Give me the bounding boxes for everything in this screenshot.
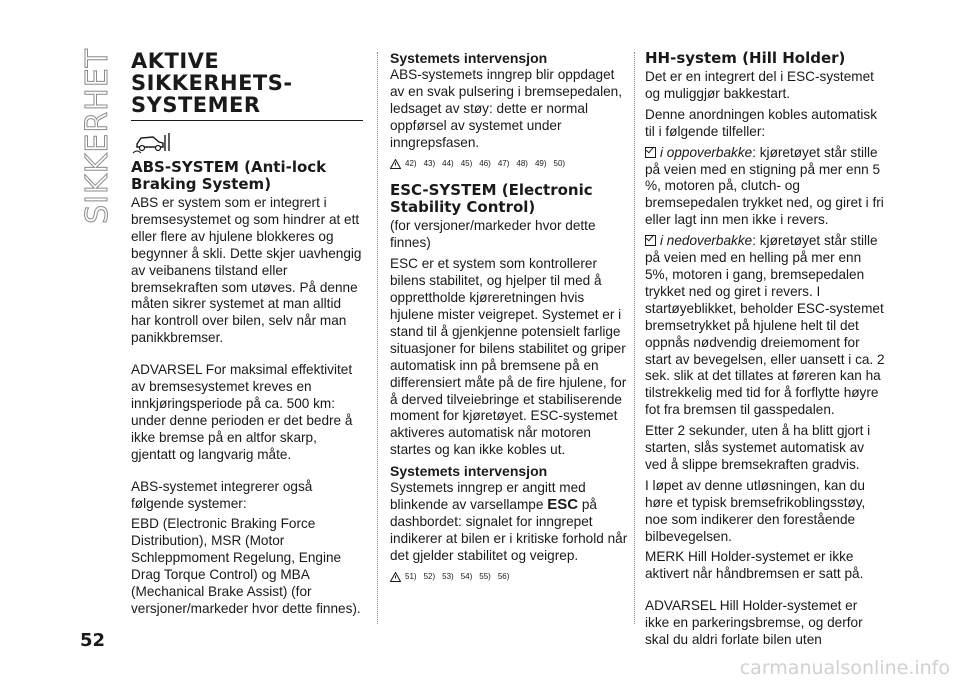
warning-triangle-icon (390, 159, 401, 169)
reference-number: 50) (553, 158, 566, 168)
reference-number: 49) (534, 158, 547, 168)
paragraph: Denne anordningen kobles automatisk til i følgende tilfeller: (645, 106, 878, 139)
reference-number: 54) (460, 571, 473, 581)
esc-heading: ESC-SYSTEM (Electronic Stability Control) (390, 181, 593, 217)
section-side-label: SIKKERHET (80, 48, 115, 224)
abs-paragraph: EBD (Electronic Braking Force Distribution), MSR (Motor Schleppmoment Regelung, Engine Drag Torque Control) og MBA (Mechanical Brake Assist) (for versjoner/markeder hvor dette finnes). (131, 516, 361, 616)
paragraph: I løpet av denne utløsningen, kan du høre et typisk bremsefrikoblingsstøy, noe som indikerer den forestående bilbevegelsen. (645, 477, 866, 544)
paragraph: Det er en integrert del i ESC-systemet og muliggjør bakkestart. (645, 69, 874, 101)
reference-number: 44) (442, 158, 454, 168)
list-item: i oppoverbakke: kjøretøyet står stille på veien med en stigning på mer enn 5 %, motoren på, clutch- og bremsepedalen trykket ned, og giret i fri eller lagt inn men ikke i revers. (645, 144, 884, 228)
car-skid-icon (131, 129, 363, 157)
subheading: Systemets intervensjon (390, 463, 548, 480)
title-rule (131, 120, 363, 121)
hh-heading: HH-system (Hill Holder) (645, 49, 846, 67)
page-title: AKTIVE SIKKERHETS- SYSTEMER (131, 49, 293, 117)
warning-triangle-icon (390, 572, 401, 582)
reference-number: 46) (479, 158, 491, 168)
reference-number: 42) (405, 158, 417, 168)
reference-number: 52) (423, 571, 436, 581)
subheading: Systemets intervensjon (390, 50, 548, 66)
reference-number: 43) (423, 158, 436, 168)
esc-lamp-icon: ESC (547, 496, 579, 514)
reference-list (390, 569, 630, 586)
abs-warning: ADVARSEL For maksimal effektivitet av bremsesystemet kreves en innkjøringsperiode på ca. 500 km: under denne perioden er det bedre å ikke bremse på en altfor skarp, gjentatt og langvarig måte. (131, 362, 353, 462)
abs-heading: ABS-SYSTEM (Anti-lock Braking System) (131, 158, 327, 193)
column-divider (634, 52, 635, 624)
abs-paragraph: ABS-systemet integrerer også følgende systemer: (131, 478, 313, 511)
watermark: carmanualsonline.info (739, 657, 950, 679)
page-number: 52 (80, 630, 106, 651)
paragraph: Etter 2 sekunder, uten å ha blitt gjort i starten, slås systemet automatisk av ved å slippe bremsekraften gradvis. (645, 423, 871, 472)
paragraph: ESC er et system som kontrollerer bilens stabilitet, og hjelper til med å opprettholde kjøreretningen hvis hjulene mister veigrepet. Systemet er i stand til å gjenkjenne potensielt farlige situasjoner for bilens stabilitet og griper automatisk inn på bremsene på en differensiert måte på de fire hjulene, for å derved tilveiebringe et stabiliserende moment for kjøretøyet. ESC-systemet aktiveres automatisk når motoren startes og kan ikke kobles ut. (390, 256, 627, 458)
paragraph: ABS-systemets inngrep blir oppdaget av en svak pulsering i bremsepedalen, ledsaget av støy: dette er normal oppførsel av systemet under inngrepsfasen. (390, 67, 622, 150)
column-3 (645, 50, 885, 653)
reference-number: 51) (405, 571, 417, 581)
paragraph: MERK Hill Holder-systemet er ikke aktivert når håndbremsen er satt på. (645, 549, 864, 582)
reference-number: 56) (497, 571, 510, 581)
reference-number: 48) (516, 158, 528, 168)
reference-list (390, 156, 630, 173)
reference-number: 45) (460, 158, 473, 168)
column-1 (131, 50, 363, 622)
reference-number: 55) (479, 571, 491, 581)
checkbox-icon (645, 147, 656, 158)
checkbox-icon (645, 235, 656, 246)
paragraph: Systemets inngrep er angitt med blinkende av varsellampe ESC på dashbordet: signalet for inngrepet indikerer at bilen er i kritiske forhold når det gjelder stabilitet og veigrep. (390, 480, 628, 563)
paragraph: (for versjoner/markeder hvor dette finnes) (390, 218, 596, 251)
list-item: i nedoverbakke: kjøretøyet står stille på veien med en helling på mer enn 5%, motoren i gang, bremsepedalen trykket ned og giret i revers. I startøyeblikket, beholder ESC-systemet bremsetrykket på hjulene helt til det oppnås nødvendig dreiemoment for start av bevegelsen, eller uansett i ca. 2 sek. slik at det tillates at føreren kan ha tilstrekkelig med tid for å forflytte høyre fot fra bremsen til gasspedalen. (645, 233, 885, 418)
column-2 (390, 50, 630, 596)
reference-number: 53) (442, 571, 454, 581)
column-divider (377, 52, 378, 624)
abs-paragraph: ABS er system som er integrert i bremsesystemet og som hindrer at ett eller flere av hjulene blokkeres og begynner å skli. Dette skjer uavhengig av veibanens tilstand eller bremsekraften som utøves. På denne måten sikrer systemet at man alltid har kontroll over bilen, selv når man panikkbremser. (131, 195, 362, 346)
reference-number: 47) (497, 158, 510, 168)
hh-warning: ADVARSEL Hill Holder-systemet er ikke en parkeringsbremse, og derfor skal du aldri forlate bilen uten (645, 598, 863, 648)
